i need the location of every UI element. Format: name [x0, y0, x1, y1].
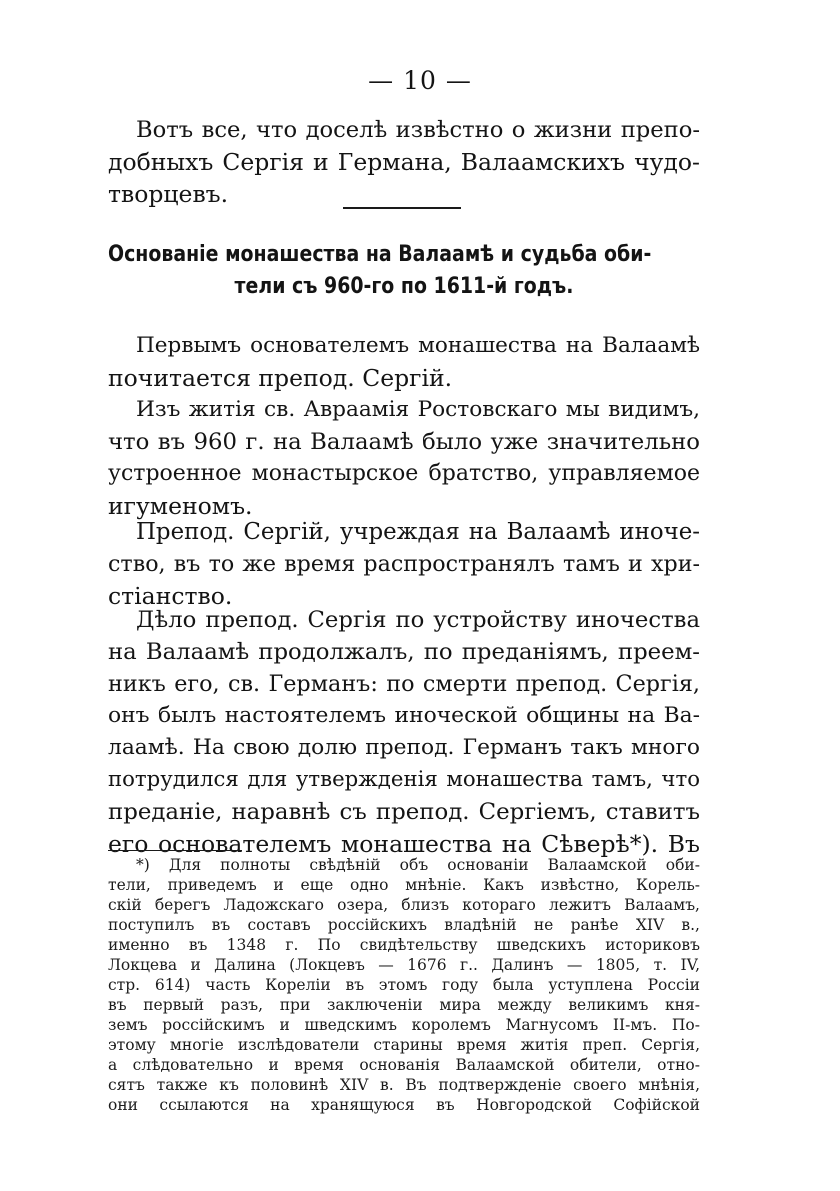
footnote-line: тели, приведемъ и еще одно мнѣніе. Какъ извѣстно, Корель- [108, 876, 700, 894]
footnote-line: скій берегъ Ладожскаго озера, близъ котораго лежитъ Валаамъ, [108, 896, 700, 914]
section-divider [343, 207, 461, 209]
intro-line: добныхъ Сергія и Германа, Валаамскихъ чудо- [108, 148, 700, 176]
body-line: что въ 960 г. на Валаамѣ было уже значительно [108, 429, 700, 455]
footnote-divider [108, 850, 242, 851]
footnote-line: этому многіе изслѣдователи старины время житія преп. Сергія, [108, 1036, 700, 1054]
body-line: на Валаамѣ продолжалъ, по преданіямъ, преем- [108, 639, 700, 665]
section-heading-line: Основаніе монашества на Валаамѣ и судьба оби- [108, 242, 652, 267]
body-line: его основателемъ монашества на Сѣверѣ*). Въ [108, 830, 700, 858]
body-line: онъ былъ настоятелемъ иноческой общины на Ва- [108, 703, 700, 728]
body-line: преданіе, наравнѣ съ препод. Сергіемъ, ставитъ [108, 799, 700, 825]
footnote-line: а слѣдовательно и время основанія Валаамской обители, отно- [108, 1056, 700, 1074]
footnote-line: сятъ также къ половинѣ XIV в. Въ подтвержденіе своего мнѣнія, [108, 1076, 700, 1094]
footnote-line: Локцева и Далина (Локцевъ — 1676 г.. Далинъ — 1805, т. IV, [108, 956, 700, 974]
body-line: лаамѣ. На свою долю препод. Германъ такъ много [108, 735, 700, 760]
intro-line: творцевъ. [108, 180, 229, 208]
body-line: игуменомъ. [108, 492, 253, 520]
footnote-line: *) Для полноты свѣдѣній объ основаніи Валаамской оби- [136, 856, 700, 874]
footnote-line: стр. 614) часть Кореліи въ этомъ году была уступлена Россіи [108, 976, 700, 994]
body-line: устроенное монастырское братство, управляемое [108, 461, 700, 486]
body-line: почитается препод. Сергій. [108, 364, 453, 392]
page-number: — 10 — [368, 66, 472, 95]
body-line: Дѣло препод. Сергія по устройству иночества [136, 607, 700, 633]
body-line: стіанство. [108, 582, 233, 610]
footnote-line: они ссылаются на хранящуюся въ Новгородской Софійской [108, 1096, 700, 1114]
footnote-line: именно въ 1348 г. По свидѣтельству шведскихъ историковъ [108, 936, 700, 954]
footnote-line: поступилъ въ составъ россійскихъ владѣній не ранѣе XIV в., [108, 916, 700, 934]
body-line: Препод. Сергій, учреждая на Валаамѣ иноче- [136, 519, 700, 545]
body-line: Изъ житія св. Авраамія Ростовскаго мы видимъ, [136, 397, 700, 422]
footnote-line: въ первый разъ, при заключеніи мира между великимъ кня- [108, 996, 700, 1014]
body-line: ство, въ то же время распространялъ тамъ и хри- [108, 551, 700, 577]
body-line: потрудился для утвержденія монашества тамъ, что [108, 767, 700, 792]
body-line: никъ его, св. Германъ: по смерти препод. Сергія, [108, 671, 700, 697]
body-line: Первымъ основателемъ монашества на Валаамѣ [136, 333, 700, 358]
section-heading-line: тели съ 960-го по 1611-й годъ. [234, 274, 574, 299]
intro-line: Вотъ все, что доселѣ извѣстно о жизни препо- [136, 117, 700, 143]
footnote-line: земъ россійскимъ и шведскимъ королемъ Магнусомъ II-мъ. По- [108, 1016, 700, 1034]
